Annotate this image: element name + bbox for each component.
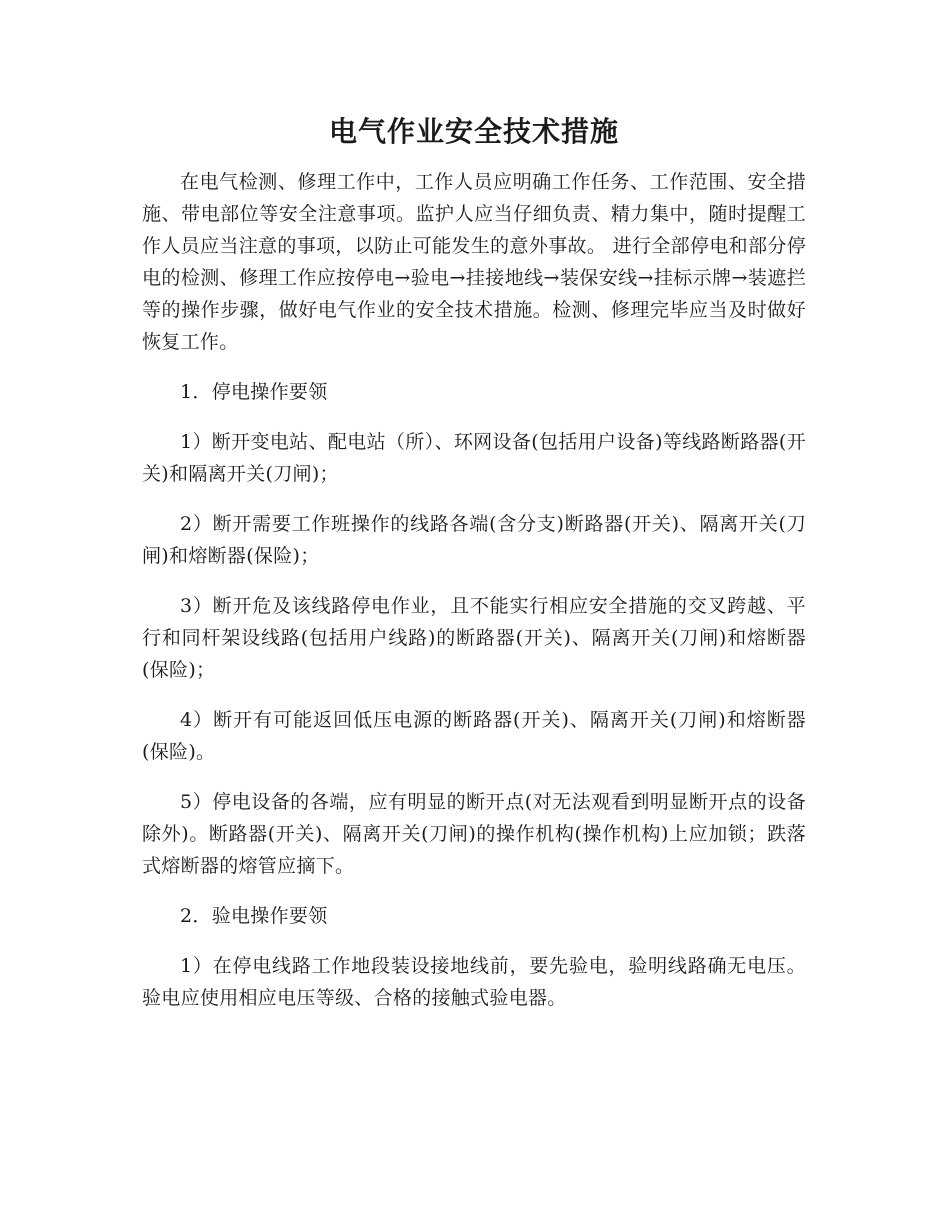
power-off-item-2: 2）断开需要工作班操作的线路各端(含分支)断路器(开关)、隔离开关(刀闸)和熔断器(保险)； [142,513,806,567]
section-heading-power-off: 1．停电操作要领 [180,381,328,403]
power-off-item-1: 1）断开变电站、配电站（所）、环网设备(包括用户设备)等线路断路器(开关)和隔离开关(刀闸)； [142,431,806,485]
voltage-test-item-1: 1）在停电线路工作地段装设接地线前，要先验电，验明线路确无电压。验电应使用相应电压等级、合格的接触式验电器。 [142,955,806,1009]
section-heading-voltage-test: 2．验电操作要领 [180,905,328,927]
power-off-item-4: 4）断开有可能返回低压电源的断路器(开关)、隔离开关(刀闸)和熔断器(保险)。 [142,709,806,763]
power-off-item-5: 5）停电设备的各端，应有明显的断开点(对无法观看到明显断开点的设备除外)。断路器(开关)、隔离开关(刀闸)的操作机构(操作机构)上应加锁；跌落式熔断器的熔管应摘下。 [142,791,806,877]
power-off-item-3: 3）断开危及该线路停电作业，且不能实行相应安全措施的交叉跨越、平行和同杆架设线路(包括用户线路)的断路器(开关)、隔离开关(刀闸)和熔断器(保险)； [142,595,806,681]
document-page [142,108,806,1014]
intro-paragraph: 在电气检测、修理工作中，工作人员应明确工作任务、工作范围、安全措施、带电部位等安全注意事项。监护人应当仔细负责、精力集中，随时提醒工作人员应当注意的事项，以防止可能发生的意外事故。 进行全部停电和部分停电的检测、修理工作应按停电→验电→挂接地线→装保安线→挂标示牌→装遮拦等的操作步骤，做好电气作业的安全技术措施。检测、修理完毕应当及时做好恢复工作。 [142,171,806,353]
document-title: 电气作业安全技术措施 [328,115,619,148]
